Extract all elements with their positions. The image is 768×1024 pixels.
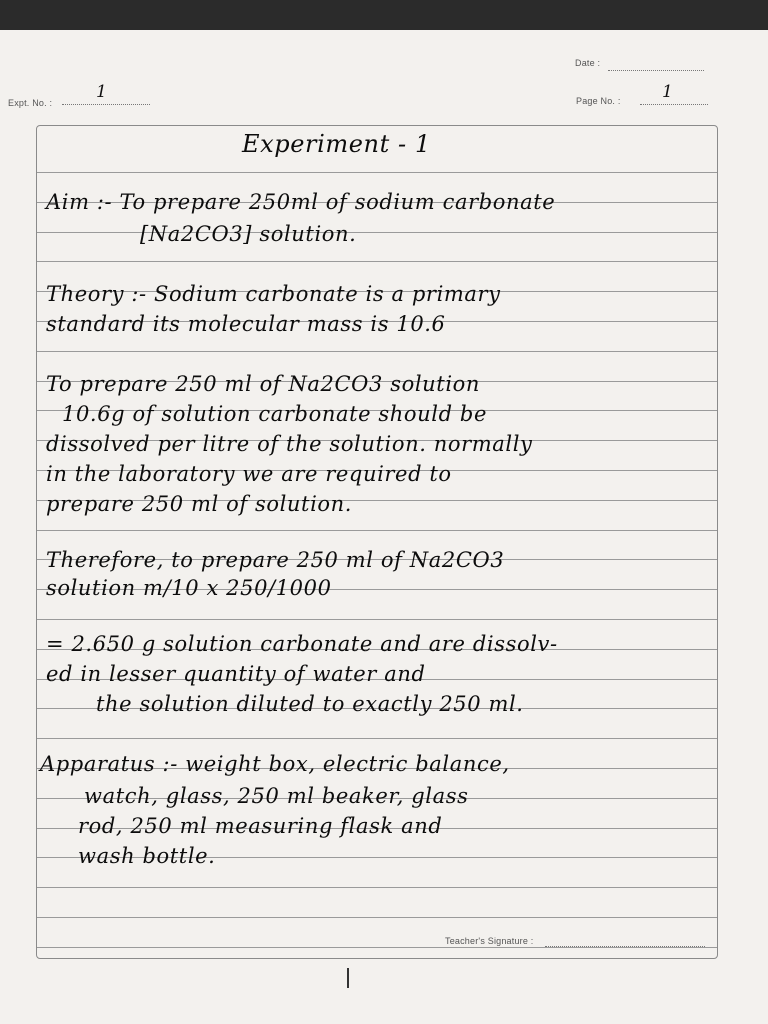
ruled-line <box>37 887 717 888</box>
para1-line-2: 10.6g of solution carbonate should be <box>62 402 487 426</box>
ruled-line <box>37 351 717 352</box>
apparatus-line-2: watch, glass, 250 ml beaker, glass <box>84 784 469 808</box>
teacher-signature-line <box>545 946 705 947</box>
page-title: Experiment - 1 <box>242 130 431 158</box>
aim-line-1: Aim :- To prepare 250ml of sodium carbonate <box>46 190 556 214</box>
theory-line-2: standard its molecular mass is 10.6 <box>46 312 446 336</box>
para1-line-5: prepare 250 ml of solution. <box>46 492 353 516</box>
page-no-value: 1 <box>662 82 673 102</box>
ruled-line <box>37 917 717 918</box>
apparatus-line-4: wash bottle. <box>78 844 216 868</box>
date-field-line <box>608 70 704 71</box>
para3-line-2: ed in lesser quantity of water and <box>46 662 426 686</box>
para1-line-3: dissolved per litre of the solution. normally <box>46 432 533 456</box>
para2-line-2: solution m/10 x 250/1000 <box>46 576 332 600</box>
ruled-line <box>37 619 717 620</box>
apparatus-line-1: Apparatus :- weight box, electric balance, <box>40 752 510 776</box>
expt-no-label: Expt. No. : <box>8 98 53 108</box>
theory-line-1: Theory :- Sodium carbonate is a primary <box>46 282 501 306</box>
date-label: Date : <box>575 58 601 68</box>
para3-line-3: the solution diluted to exactly 250 ml. <box>96 692 524 716</box>
para3-line-1: = 2.650 g solution carbonate and are dissolv- <box>46 632 558 656</box>
teacher-signature-label: Teacher's Signature : <box>445 936 534 946</box>
para1-line-1: To prepare 250 ml of Na2CO3 solution <box>46 372 481 396</box>
expt-no-value: 1 <box>96 82 107 102</box>
para2-line-1: Therefore, to prepare 250 ml of Na2CO3 <box>46 548 505 572</box>
ruled-line <box>37 530 717 531</box>
apparatus-line-3: rod, 250 ml measuring flask and <box>78 814 443 838</box>
ruled-line <box>37 947 717 948</box>
para1-line-4: in the laboratory we are required to <box>46 462 452 486</box>
page-no-line <box>640 104 708 105</box>
ruled-line <box>37 172 717 173</box>
ruled-line <box>37 232 717 233</box>
ruled-line <box>37 261 717 262</box>
expt-no-line <box>62 104 150 105</box>
ruled-line <box>37 738 717 739</box>
page-no-label: Page No. : <box>576 96 621 106</box>
page-bottom-mark <box>347 968 349 988</box>
aim-line-2: [Na2CO3] solution. <box>140 222 357 246</box>
background-edge <box>0 0 768 30</box>
